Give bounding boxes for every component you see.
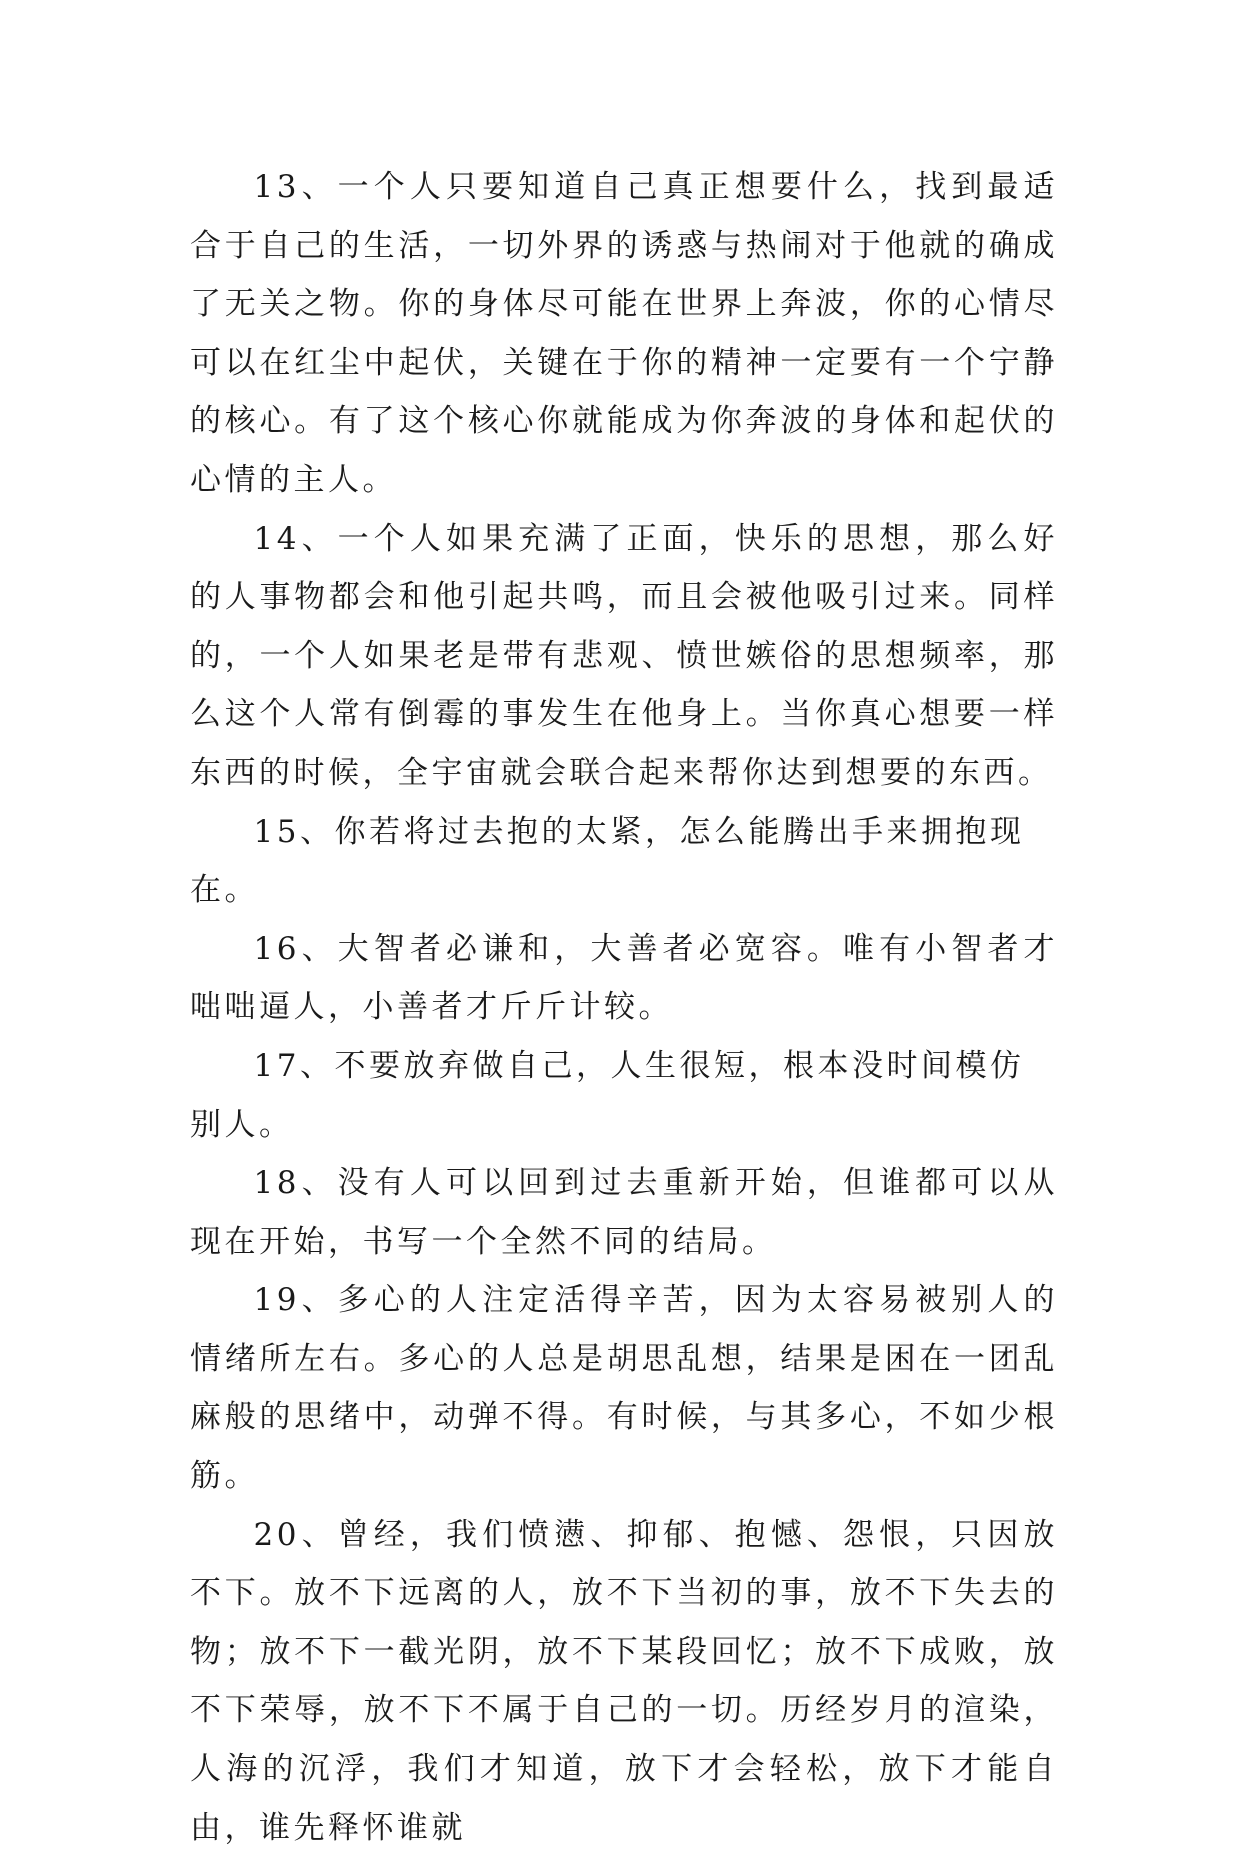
- paragraph-18: 18、没有人可以回到过去重新开始，但谁都可以从现在开始，书写一个全然不同的结局。: [190, 1165, 1058, 1260]
- paragraph-20: 20、曾经，我们愤懑、抑郁、抱憾、怨恨，只因放不下。放不下远离的人，放不下当初的事，放不下失去的物；放不下一截光阴，放不下某段回忆；放不下成败，放不下荣辱，放不下不属于自己的一切。历经岁月的渲染，人海的沉浮，我们才知道，放下才会轻松，放下才能自由，谁先释怀谁就: [190, 1516, 1058, 1846]
- paragraph-14: 14、一个人如果充满了正面，快乐的思想，那么好的人事物都会和他引起共鸣，而且会被他吸引过来。同样的，一个人如果老是带有悲观、愤世嫉俗的思想频率，那么这个人常有倒霉的事发生在他身上。当你真心想要一样东西的时候，全宇宙就会联合起来帮你达到想要的东西。: [190, 520, 1058, 791]
- paragraph-19: 19、多心的人注定活得辛苦，因为太容易被别人的情绪所左右。多心的人总是胡思乱想，结果是困在一团乱麻般的思绪中，动弹不得。有时候，与其多心，不如少根筋。: [190, 1282, 1058, 1495]
- document-page: [190, 158, 1058, 1857]
- paragraph-17: 17、不要放弃做自己，人生很短，根本没时间模仿别人。: [190, 1047, 1025, 1143]
- paragraph-13: 13、一个人只要知道自己真正想要什么，找到最适合于自己的生活，一切外界的诱惑与热闹对于他就的确成了无关之物。你的身体尽可能在世界上奔波，你的心情尽可以在红尘中起伏，关键在于你的精神一定要有一个宁静的核心。有了这个核心你就能成为你奔波的身体和起伏的心情的主人。: [190, 169, 1058, 498]
- paragraph-15: 15、你若将过去抱的太紧，怎么能腾出手来拥抱现在。: [190, 813, 1025, 909]
- paragraph-16: 16、大智者必谦和，大善者必宽容。唯有小智者才咄咄逼人，小善者才斤斤计较。: [190, 930, 1058, 1026]
